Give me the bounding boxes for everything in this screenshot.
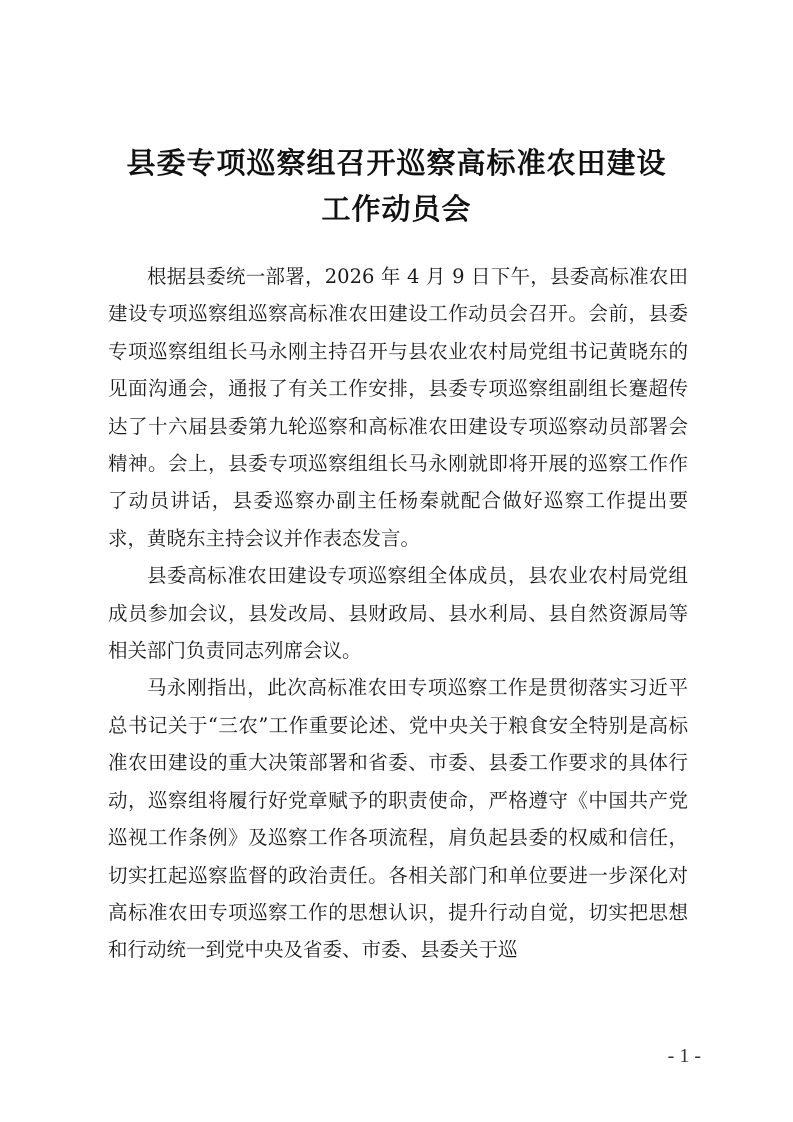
document-body (108, 258, 688, 969)
document-title-line-1: 县委专项巡察组召开巡察高标准农田建设 (126, 146, 667, 180)
page-number: - 1 - (667, 1045, 701, 1067)
document-title-line-2: 工作动员会 (321, 192, 472, 226)
paragraph: 马永刚指出，此次高标准农田专项巡察工作是贯彻落实习近平总书记关于“三农”工作重要论述、党中央关于粮食安全特别是高标准农田建设的重大决策部署和省委、市委、县委工作要求的具体行动，巡察组将履行好党章赋予的职责使命，严格遵守《中国共产党巡视工作条例》及巡察工作各项流程，肩负起县委的权威和信任，切实扛起巡察监督的政治责任。各相关部门和单位要进一步深化对高标准农田专项巡察工作的思想认识，提升行动自觉，切实把思想和行动统一到党中央及省委、市委、县委关于巡 (108, 676, 688, 962)
paragraph: 根据县委统一部署，2026 年 4 月 9 日下午，县委高标准农田建设专项巡察组巡察高标准农田建设工作动员会召开。会前，县委专项巡察组组长马永刚主持召开与县农业农村局党组书记黄晓东的见面沟通会，通报了有关工作安排，县委专项巡察组副组长蹇超传达了十六届县委第九轮巡察和高标准农田建设专项巡察动员部署会精神。会上，县委专项巡察组组长马永刚就即将开展的巡察工作作了动员讲话，县委巡察办副主任杨秦就配合做好巡察工作提出要求，黄晓东主持会议并作表态发言。 (108, 265, 688, 550)
paragraph: 县委高标准农田建设专项巡察组全体成员，县农业农村局党组成员参加会议，县发改局、县财政局、县水利局、县自然资源局等相关部门负责同志列席会议。 (108, 564, 688, 663)
